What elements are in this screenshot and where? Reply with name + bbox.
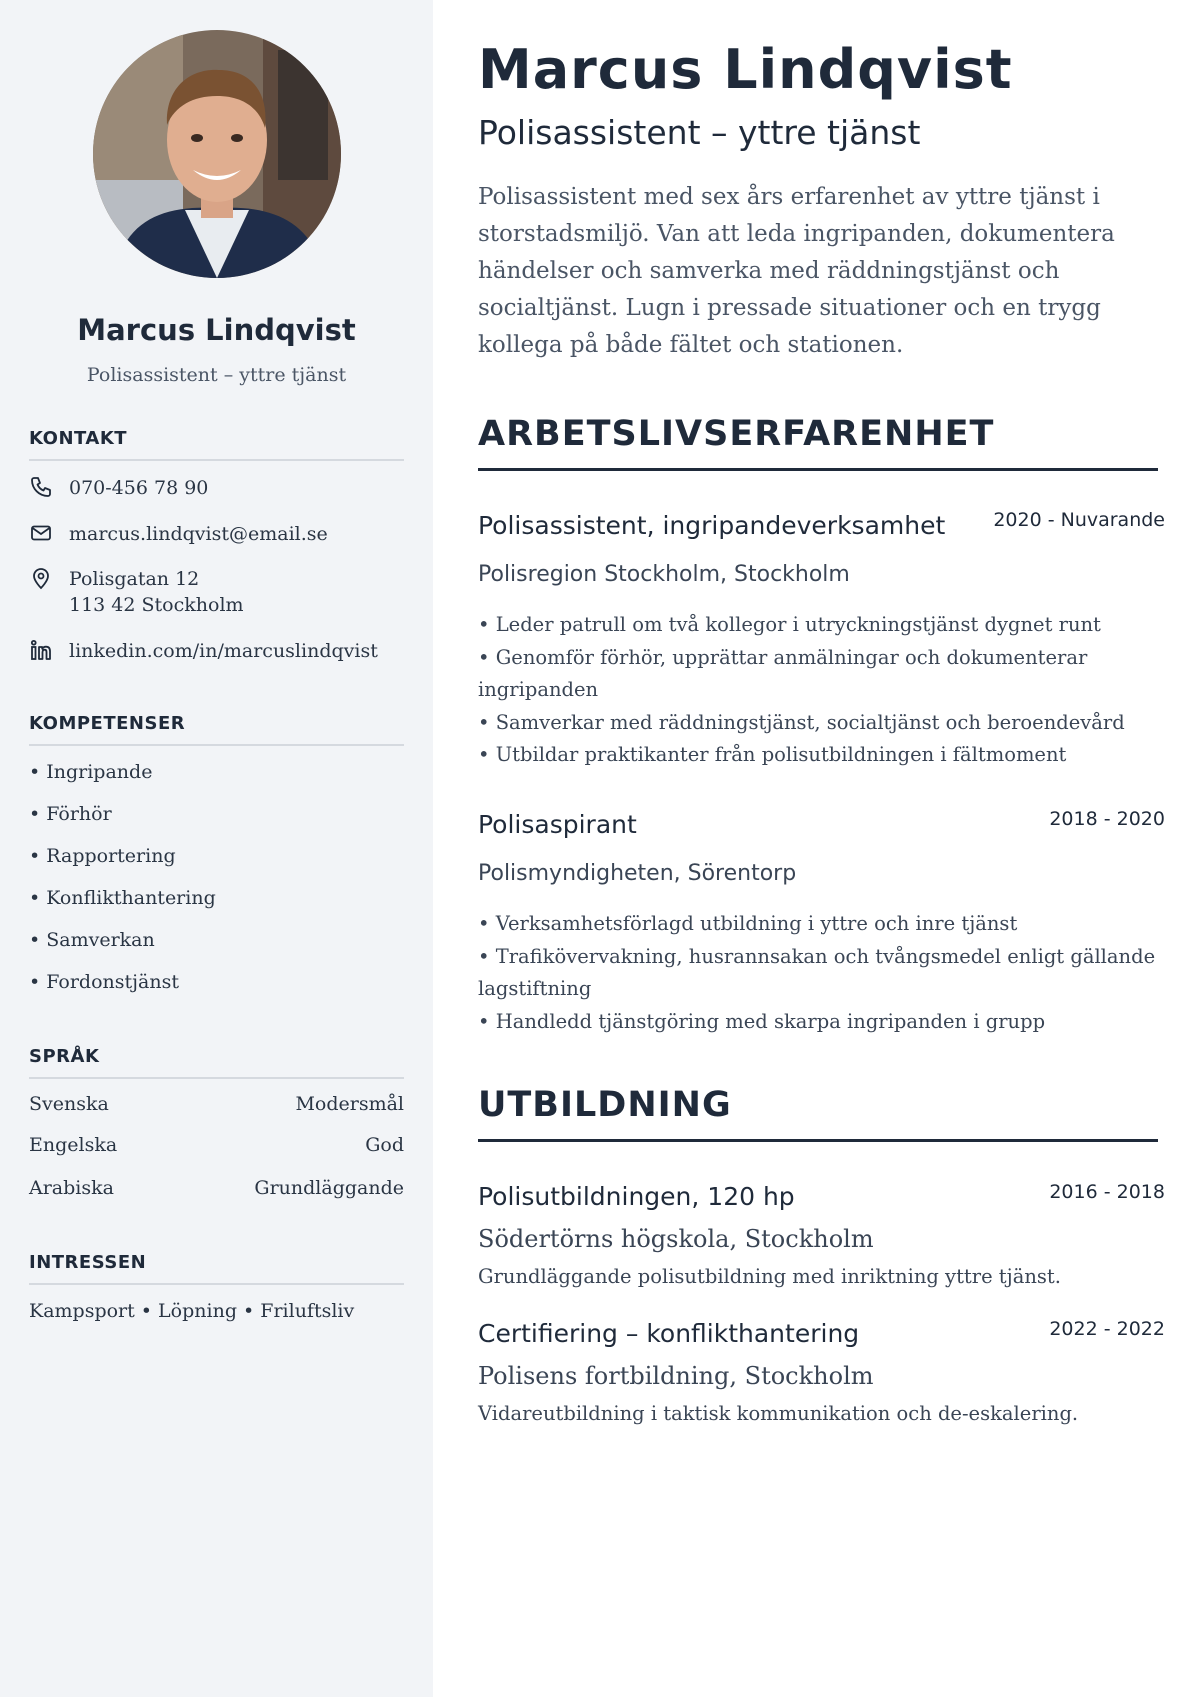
language-level: Modersmål [295, 1093, 404, 1115]
education-dates: 2016 - 2018 [1049, 1181, 1165, 1203]
address-line-1: Polisgatan 12 [69, 568, 200, 590]
education-heading: UTBILDNING [478, 1085, 1158, 1142]
skill-item: • Rapportering [29, 845, 176, 867]
linkedin-icon [29, 638, 53, 662]
education-title: Certifiering – konflikthantering [478, 1319, 860, 1348]
languages-heading: SPRÅK [29, 1046, 404, 1079]
phone-icon [29, 475, 53, 499]
skill-item: • Fordonstjänst [29, 971, 179, 993]
job-organization: Polisregion Stockholm, Stockholm [478, 562, 850, 587]
phone-text[interactable]: 070-456 78 90 [69, 477, 209, 499]
contact-linkedin [29, 638, 409, 664]
bullet-item: • Handledd tjänstgöring med skarpa ingripanden i grupp [478, 1009, 1046, 1033]
education-description: Grundläggande polisutbildning med inriktning yttre tjänst. [478, 1265, 1061, 1288]
job-title: Polisassistent, ingripandeverksamhet [478, 511, 946, 540]
job-dates: 2020 - Nuvarande [993, 509, 1165, 531]
profile-summary: Polisassistent med sex års erfarenhet av yttre tjänst i storstadsmiljö. Van att leda ingripanden, dokumentera händelser och samverka med räddningstjänst och socialtjänst. Lugn i pressade situationer och en trygg kollega på både fältet och stationen. [478, 184, 1115, 358]
skill-item: • Ingripande [29, 761, 153, 783]
job-organization: Polismyndigheten, Sörentorp [478, 861, 797, 886]
address-line-2: 113 42 Stockholm [69, 594, 244, 616]
language-name: Svenska [29, 1093, 109, 1115]
skill-item: • Förhör [29, 803, 112, 825]
language-row [29, 1177, 404, 1199]
education-description: Vidareutbildning i taktisk kommunikation och de-eskalering. [478, 1402, 1079, 1425]
language-row [29, 1134, 404, 1156]
linkedin-link[interactable]: linkedin.com/in/marcuslindqvist [69, 640, 378, 662]
sidebar [0, 0, 433, 1697]
bullet-item: • Leder patrull om två kollegor i utryckningstjänst dygnet runt [478, 613, 1101, 636]
job-bullets [478, 908, 1168, 1038]
experience-heading: ARBETSLIVSERFARENHET [478, 414, 1158, 471]
contact-phone [29, 475, 409, 501]
interests-list: Kampsport • Löpning • Friluftsliv [29, 1300, 355, 1322]
mail-icon [29, 521, 53, 545]
language-row [29, 1093, 404, 1115]
contact-address [29, 566, 409, 618]
language-level: God [365, 1134, 404, 1156]
job-bullets [478, 609, 1168, 772]
language-level: Grundläggande [254, 1177, 404, 1199]
skill-item: • Samverkan [29, 929, 155, 951]
education-dates: 2022 - 2022 [1049, 1318, 1165, 1340]
main-content [433, 0, 1200, 1697]
sidebar-name: Marcus Lindqvist [77, 313, 356, 347]
email-link[interactable]: marcus.lindqvist@email.se [69, 523, 328, 545]
education-school: Polisens fortbildning, Stockholm [478, 1362, 874, 1390]
profile-photo [93, 30, 341, 278]
education-title: Polisutbildningen, 120 hp [478, 1182, 795, 1211]
bullet-item: • Genomför förhör, upprättar anmälningar och dokumenterar ingripanden [478, 645, 1088, 701]
job-dates: 2018 - 2020 [1049, 808, 1165, 830]
bullet-item: • Samverkar med räddningstjänst, socialtjänst och beroendevård [478, 710, 1125, 734]
education-school: Södertörns högskola, Stockholm [478, 1225, 874, 1253]
bullet-item: • Utbildar praktikanter från polisutbildningen i fältmoment [478, 743, 1067, 766]
contact-email [29, 521, 409, 547]
page-title: Marcus Lindqvist [478, 38, 1013, 101]
bullet-item: • Verksamhetsförlagd utbildning i yttre och inre tjänst [478, 912, 1018, 935]
bullet-item: • Trafikövervakning, husrannsakan och tvångsmedel enligt gällande lagstiftning [478, 944, 1156, 1000]
job-title: Polisaspirant [478, 810, 637, 839]
language-name: Arabiska [29, 1177, 114, 1199]
interests-heading: INTRESSEN [29, 1252, 404, 1285]
language-name: Engelska [29, 1134, 118, 1156]
skill-item: • Konflikthantering [29, 887, 216, 909]
contact-heading: KONTAKT [29, 428, 404, 461]
location-pin-icon [29, 566, 53, 590]
job-title-heading: Polisassistent – yttre tjänst [478, 113, 921, 152]
skills-heading: KOMPETENSER [29, 713, 404, 746]
sidebar-job-title: Polisassistent – yttre tjänst [86, 364, 347, 386]
